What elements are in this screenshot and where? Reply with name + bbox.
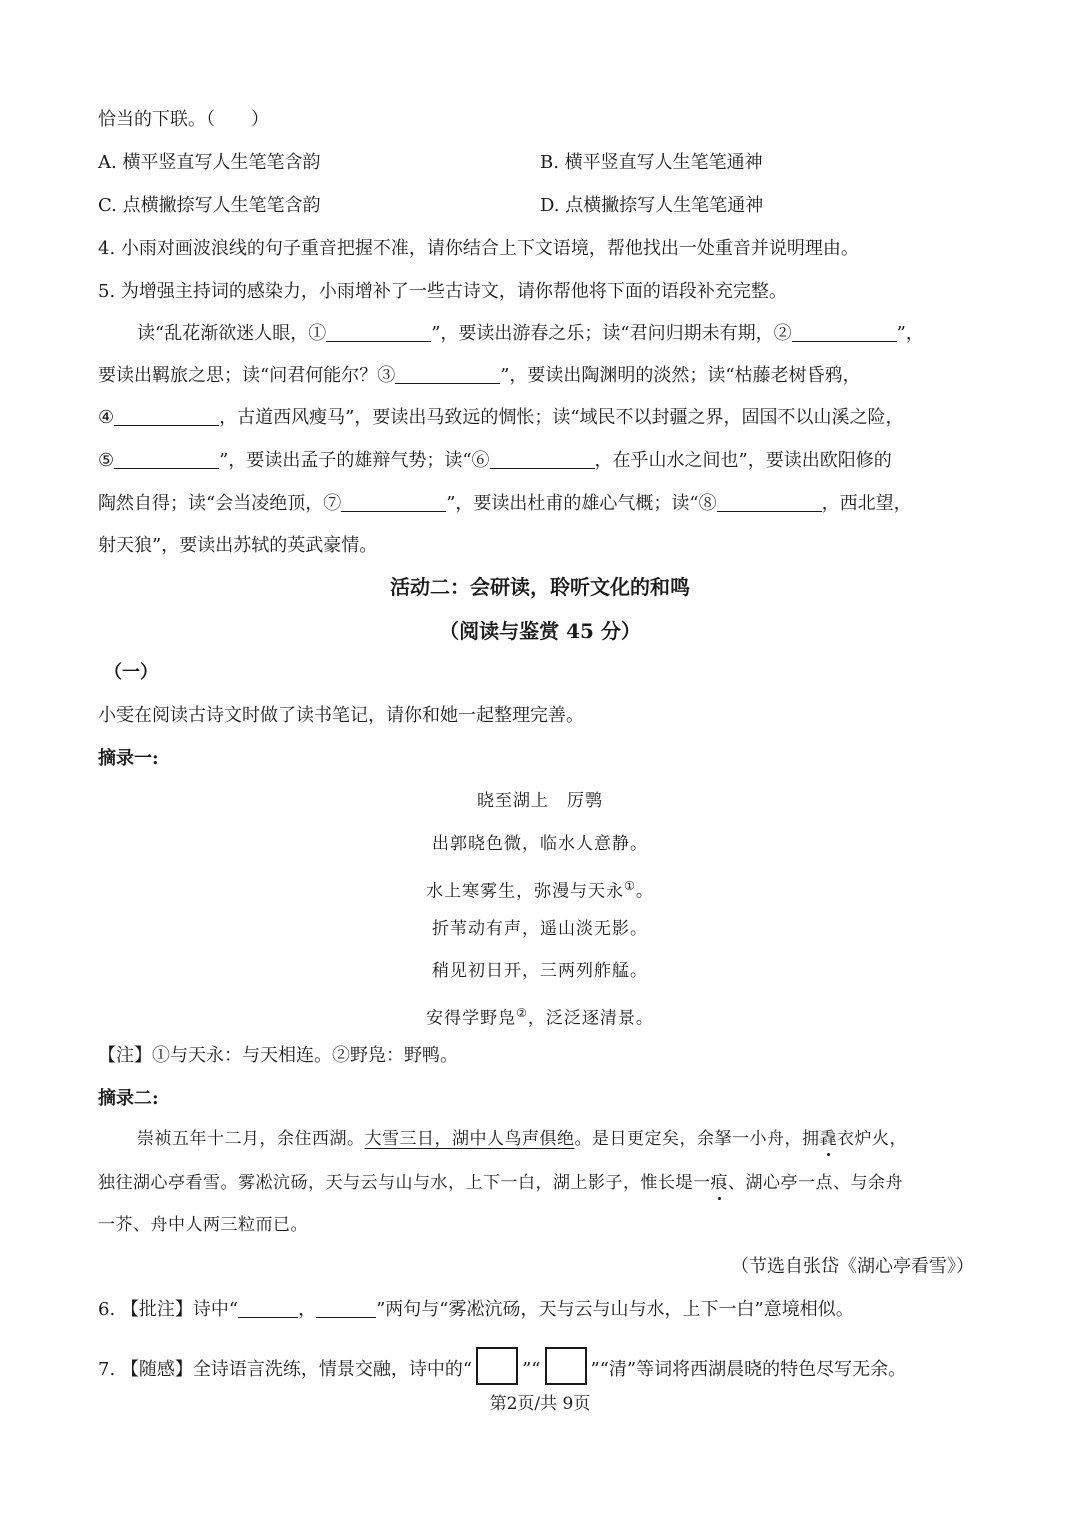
fill-line-4: ⑤ ”，要读出孟子的雄辩气势；读“⑥ ，在乎山水之间也”，要读出欧阳修的 [98,450,892,471]
q6-blank-1[interactable] [238,1299,298,1318]
answer-box-1[interactable] [476,1347,518,1385]
prose-source: （节选自张岱《湖心亭看雪》） [731,1256,974,1277]
poem-title: 晓至湖上 厉鹗 [477,791,603,811]
intro-text: 小雯在阅读古诗文时做了读书笔记，请你和她一起整理完善。 [98,705,584,726]
option-b: B. 横平竖直写人生笔笔通神 [540,152,763,173]
poem-line-2: 水上寒雾生，弥漫与天永①。 [426,879,654,902]
answer-blank-7[interactable] [341,493,446,512]
excerpt-2-label: 摘录二: [98,1088,159,1109]
activity-subtitle: （阅读与鉴赏 45 分） [439,619,641,643]
footnote-1-marker: ① [624,879,636,893]
poem-line-1: 出郭晓色微，临水人意静。 [432,834,648,854]
poem-line-5: 安得学野凫②，泛泛逐清景。 [426,1006,654,1029]
answer-blank-6[interactable] [490,450,595,469]
footnote-2-marker: ② [516,1006,528,1020]
question-4: 4. 小雨对画波浪线的句子重音把握不准，请你结合上下文语境，帮他找出一处重音并说明理由。 [98,238,859,259]
fill-line-2: 要读出羁旅之思；读“问君何能尔？③ ”，要读出陶渊明的淡然；读“枯藤老树昏鸦， [98,365,861,386]
answer-blank-5[interactable] [114,450,219,469]
answer-blank-8[interactable] [717,493,822,512]
dotted-character-1: 毳 [819,1129,837,1149]
fill-line-5: 陶然自得；读“会当凌绝顶，⑦ ”，要读出杜甫的雄心气概；读“⑧ ，西北望， [98,493,912,514]
fill-line-3: ④ ，古道西风瘦马”，要读出马致远的惆怅；读“域民不以封疆之界，固国不以山溪之险， [98,407,904,428]
poem-note: 【注】①与天永：与天相连。②野凫：野鸭。 [98,1045,458,1066]
prose-line-3: 一芥、舟中人两三粒而已。 [98,1215,308,1235]
prose-line-1: 崇祯五年十二月，余住西湖。大雪三日，湖中人鸟声俱绝。是日更定矣，余拏一小舟，拥毳衣炉火， [137,1129,907,1149]
question-5: 5. 为增强主持词的感染力，小雨增补了一些古诗文，请你帮他将下面的语段补充完整。 [98,281,787,302]
poem-line-3: 折苇动有声，遥山淡无影。 [432,919,648,939]
activity-title: 活动二：会研读，聆听文化的和鸣 [390,575,690,599]
option-a: A. 横平竖直写人生笔笔含韵 [98,152,321,173]
underlined-sentence: 大雪三日，湖中人鸟声俱绝 [364,1129,575,1149]
page-number: 第2页/共 9页 [489,1394,591,1414]
excerpt-1-label: 摘录一: [98,748,159,769]
answer-blank-1[interactable] [326,323,431,342]
answer-blank-3[interactable] [395,365,500,384]
question-7: 7. 【随感】全诗语言洗练，情景交融，诗中的“ ”“ ”“清”等词将西湖晨晓的特色尽写无余。 [98,1347,906,1385]
option-c: C. 点横撇捺写人生笔笔含韵 [98,195,321,216]
question-3-tail: 恰当的下联。（ ） [98,109,269,130]
answer-blank-2[interactable] [792,323,897,342]
option-d: D. 点横撇捺写人生笔笔通神 [540,195,764,216]
fill-line-1: 读“乱花渐欲迷人眼，① ”，要读出游春之乐；读“君问归期未有期，② ”， [137,323,924,344]
poem-line-4: 稍见初日开，三两列舴艋。 [432,961,648,981]
q6-blank-2[interactable] [316,1299,376,1318]
answer-blank-4[interactable] [114,407,219,426]
prose-line-2: 独往湖心亭看雪。雾凇沆砀，天与云与山与水，上下一白，湖上影子，惟长堤一痕、湖心亭一点、与余舟 [98,1173,903,1193]
question-6: 6. 【批注】诗中“ ， ”两句与“雾凇沆砀，天与云与山与水，上下一白”意境相似。 [98,1299,854,1320]
dotted-character-2: 痕 [710,1173,728,1193]
fill-line-6: 射天狼”，要读出苏轼的英武豪情。 [98,535,378,556]
section-one-heading: （一） [104,662,158,683]
answer-box-2[interactable] [545,1347,587,1385]
